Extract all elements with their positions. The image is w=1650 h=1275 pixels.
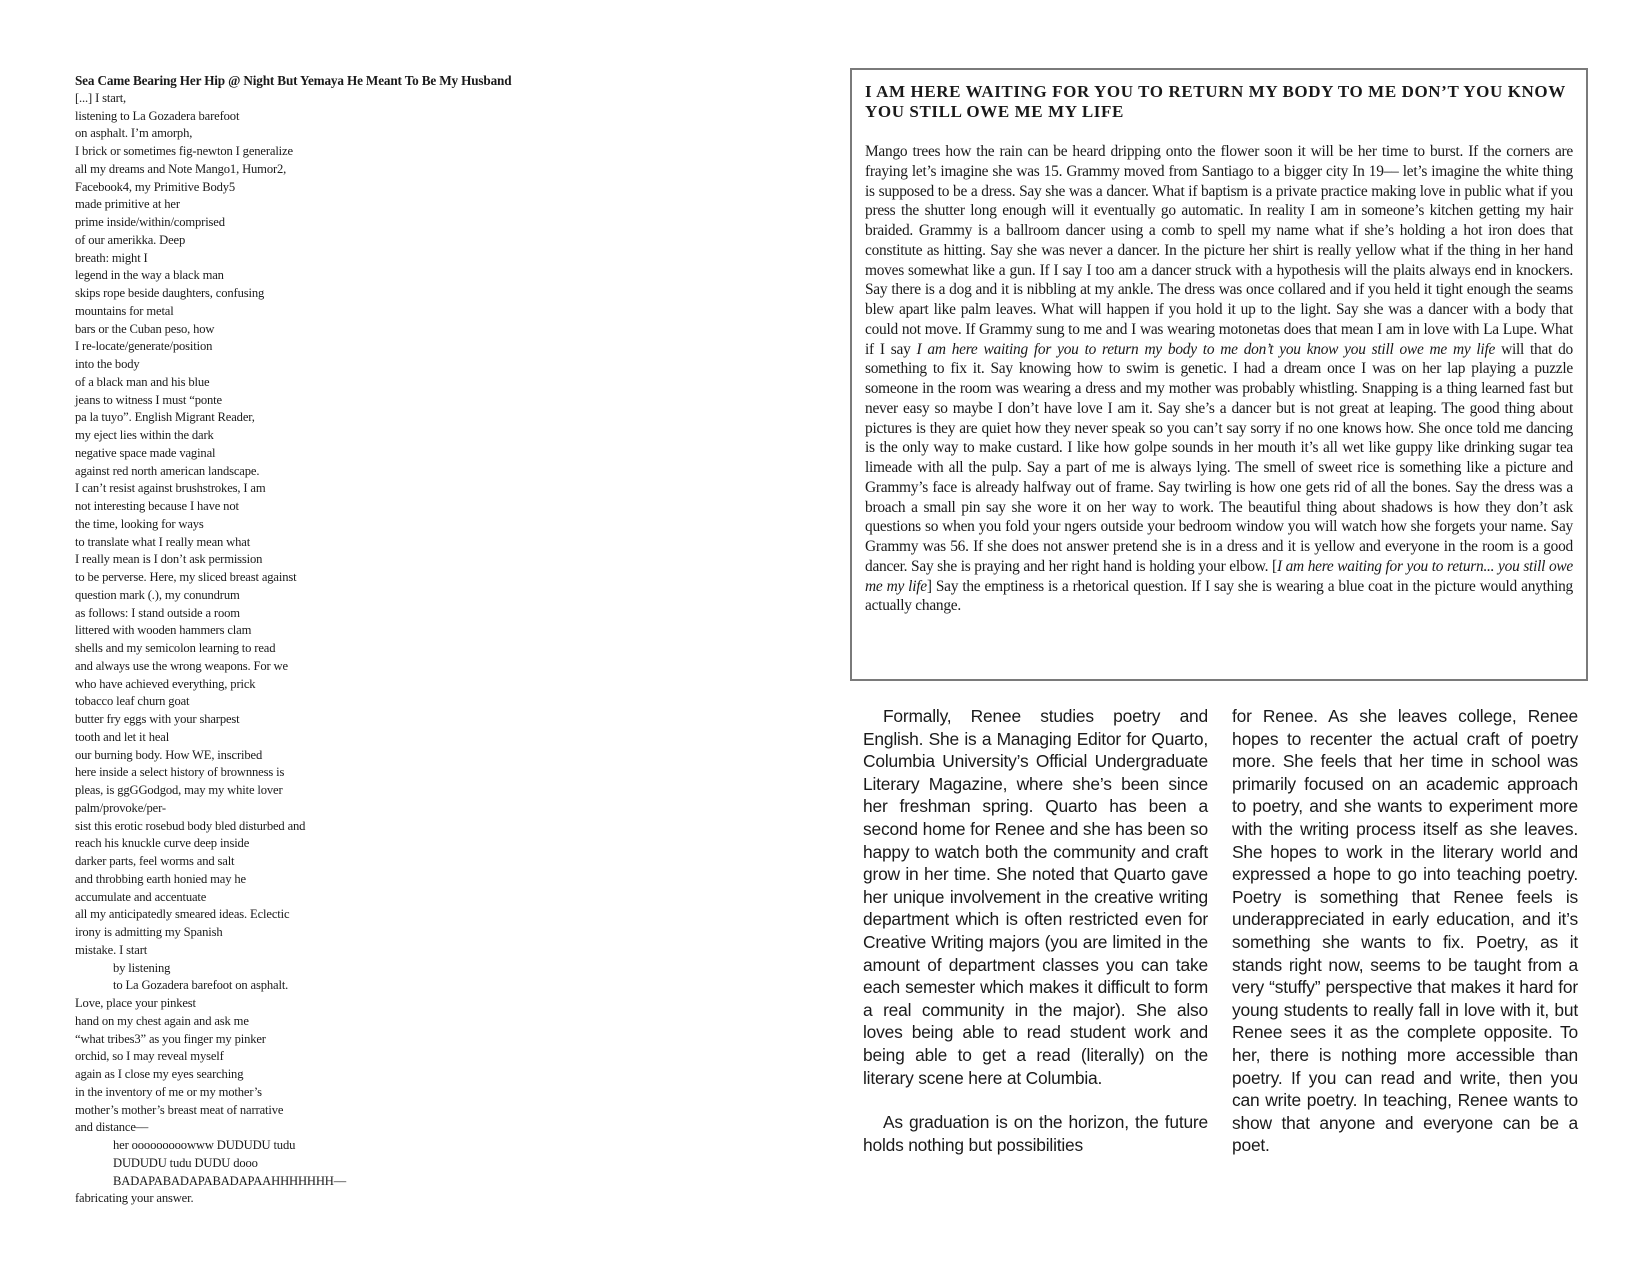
- prose-text: will that do something to fix it. Say knowing how to swim is genetic. I had a dream once I was on her lap playing a puzzle someone in the room was wearing a dress and my mother was probably whistling. Snapping is a thing learned fast but never easy so maybe I don’t have love I am it. Say she’s a dancer but is not great at leaping. The good thing about pictures is they are quiet how they never speak so you can’t say sorry if no one knows how. She once told me dancing is the only way to make custard. I like how golpe sounds in her mouth it’s all wet like guppy like drinking sugar tea limeade with all the pulp. Say a part of me is always lying. The smell of sweet rice is something like a picture and Grammy’s face is already halfway out of frame. Say twirling is how one gets rid of all the bones. Say the dress was a broach a small pin say she wore it on her way to work. The beautiful thing about shadows is how they don’t ask questions so when you fold your ngers outside your bedroom window you will watch how she forgets your name. Say Grammy was 56. If she does not answer pretend she is in a dress and it is yellow and everyone in the room is a good dancer. Say she is praying and her right hand is holding your elbow. [: [865, 340, 1573, 575]
- prose-poem-box: [850, 68, 1588, 681]
- poem-line: not interesting because I have not: [75, 499, 239, 513]
- bio-paragraph-continued: for Renee. As she leaves college, Renee hopes to recenter the actual craft of poetry more. She feels that her time in school was primarily focused on an academic approach to poetry, and she wants to experiment more with the writing process itself as she leaves. She hopes to work in the literary world and expressed a hope to go into teaching poetry. Poetry is something that Renee feels is underappreciated in early education, and it’s something she wants to fix. Poetry, as it stands right now, seems to be taught from a very “stuffy” perspective that makes it hard for young students to really fall in love with it, but Renee sees it as the complete opposite. To her, there is nothing more accessible than poetry. If you can read and write, then you can write poetry. In teaching, Renee wants to show that anyone and everyone can be a poet.: [1232, 706, 1578, 1156]
- poem-line: the time, looking for ways: [75, 516, 204, 531]
- poem-line: I brick or sometimes fig-newton I generalize: [75, 144, 293, 158]
- poem-line: again as I close my eyes searching: [75, 1067, 244, 1081]
- poem-line: and always use the wrong weapons. For we: [75, 658, 288, 673]
- poem-line: made primitive at her: [75, 197, 180, 212]
- poem-line: BADAPABADAPABADAPAAHHHHHHH––: [113, 1173, 347, 1188]
- poem-line: pleas, is ggGGodgod, may my white lover: [75, 783, 283, 797]
- poem-line: bars or the Cuban peso, how: [75, 321, 215, 336]
- prose-poem-title: I AM HERE WAITING FOR YOU TO RETURN MY BODY TO ME DON’T YOU KNOW YOU STILL OWE ME MY LIFE: [865, 82, 1566, 121]
- bio-paragraph: Formally, Renee studies poetry and English. She is a Managing Editor for Quarto, Columbia University’s Official Undergraduate Literary Magazine, where she’s been since her freshman spring. Quarto has been a second home for Renee and she has been so happy to watch both the community and craft grow in her time. She noted that Quarto gave her unique involvement in the creative writing department which is often restricted even for Creative Writing majors (you are limited in the amount of department classes you can take each semester which makes it difficult to form a real community in the major). She also loves being able to read student work and being able to get a read (literally) on the literary scene here at Columbia.: [863, 706, 1208, 1088]
- poem-line: of our amerikka. Deep: [75, 232, 186, 247]
- poem-line: negative space made vaginal: [75, 445, 216, 460]
- poem-line: skips rope beside daughters, confusing: [75, 286, 265, 300]
- poem-line: as follows: I stand outside a room: [75, 605, 240, 620]
- poem-line: and distance––: [75, 1120, 149, 1135]
- prose-poem-body: [865, 142, 1573, 616]
- poem-line: prime inside/within/comprised: [75, 215, 225, 229]
- poem-line: listening to La Gozadera barefoot: [75, 108, 240, 123]
- poem-line: I can’t resist against brushstrokes, I am: [75, 481, 266, 496]
- poem-line: our burning body. How WE, inscribed: [75, 747, 263, 762]
- poem-line: by listening: [113, 960, 171, 975]
- poem-line: to La Gozadera barefoot on asphalt.: [113, 978, 289, 993]
- poem-line: hand on my chest again and ask me: [75, 1013, 249, 1028]
- bio-column-1: [863, 705, 1208, 1156]
- poem-line: all my dreams and Note Mango1, Humor2,: [75, 161, 287, 176]
- poem-line: darker parts, feel worms and salt: [75, 854, 235, 868]
- poem-line: on asphalt. I’m amorph,: [75, 126, 193, 141]
- poem-line: “what tribes3” as you finger my pinker: [75, 1031, 266, 1046]
- poem-line: I really mean is I don’t ask permission: [75, 552, 263, 567]
- poem-line: tobacco leaf churn goat: [75, 694, 190, 709]
- poem-line: littered with wooden hammers clam: [75, 623, 252, 638]
- poem-line: to be perverse. Here, my sliced breast against: [75, 570, 297, 584]
- poem-line: in the inventory of me or my mother’s: [75, 1084, 262, 1099]
- poem-line: into the body: [75, 357, 140, 371]
- poem-title: Sea Came Bearing Her Hip @ Night But Yemaya He Meant To Be My Husband: [75, 73, 512, 88]
- poem-line: who have achieved everything, prick: [75, 676, 256, 691]
- poem-line: mother’s mother’s breast meat of narrative: [75, 1102, 284, 1117]
- poem-line: reach his knuckle curve deep inside: [75, 836, 250, 851]
- poem-line: irony is admitting my Spanish: [75, 925, 223, 939]
- italic-quote: I am here waiting for you to return my body to me don’t you know you still owe me my life: [916, 340, 1496, 358]
- poem-page: [75, 72, 595, 1208]
- poem-line: to translate what I really mean what: [75, 534, 251, 549]
- prose-text: ] Say the emptiness is a rhetorical question. If I say she is wearing a blue coat in the picture would anything actually change.: [865, 577, 1573, 615]
- bio-column-2: [1232, 705, 1578, 1157]
- poem-line: palm/provoke/per-: [75, 800, 166, 815]
- poem-line: my eject lies within the dark: [75, 428, 214, 442]
- poem-line: her ooooooooowww DUDUDU tudu: [113, 1138, 296, 1152]
- poem-line: butter fry eggs with your sharpest: [75, 712, 240, 726]
- poem-line: legend in the way a black man: [75, 268, 224, 283]
- poem-line: question mark (.), my conundrum: [75, 587, 240, 602]
- poem-line: accumulate and accentuate: [75, 889, 207, 904]
- poem-line: Love, place your pinkest: [75, 996, 196, 1010]
- poem-body: [75, 90, 595, 1208]
- poem-line: pa la tuyo”. English Migrant Reader,: [75, 410, 255, 425]
- poem-line: tooth and let it heal: [75, 729, 170, 744]
- poem-line: mountains for metal: [75, 303, 174, 318]
- poem-line: DUDUDU tudu DUDU dooo: [113, 1155, 258, 1170]
- poem-line: jeans to witness I must “ponte: [75, 392, 222, 407]
- prose-text: Mango trees how the rain can be heard dripping onto the flower soon it will be her time to burst. If the corners are fraying let’s imagine she was 15. Grammy moved from Santiago to a bigger city In 19–– let’s imagine the white thing is supposed to be a dress. Say she was a dancer. What if baptism is a private practice making love in public what if you press the shutter long enough will it eventually go automatic. In reality I am in someone’s kitchen getting my hair braided. Grammy is a ballroom dancer using a comb to spell my name what if she’s holding a hot iron does that constitute as hitting. Say she was never a dancer. In the picture her shirt is really yellow what if the thing in her hand moves somewhat like a gun. If I say I too am a dancer struck with a hypothesis will the plaits always end in knockers. Say there is a dog and it is nibbling at my ankle. The dress was once collared and if you held it tight enough the seams blew apart like palm leaves. What will happen if you hold it up to the light. Say she was a dancer with a body that could not move. If Grammy sung to me and I was wearing motonetas does that mean I am in love with La Lupe. What if I say: [865, 143, 1573, 358]
- poem-line: sist this erotic rosebud body bled disturbed and: [75, 818, 306, 833]
- poem-line: of a black man and his blue: [75, 374, 210, 389]
- poem-line: orchid, so I may reveal myself: [75, 1049, 224, 1064]
- poem-line: here inside a select history of brownness is: [75, 765, 285, 780]
- poem-line: [...] I start,: [75, 90, 127, 105]
- poem-line: I re-locate/generate/position: [75, 339, 213, 354]
- poem-line: fabricating your answer.: [75, 1191, 194, 1206]
- poem-line: shells and my semicolon learning to read: [75, 641, 276, 655]
- italic-quote: I am here waiting for you to return... you still owe me my life: [865, 557, 1573, 595]
- poem-line: all my anticipatedly smeared ideas. Eclectic: [75, 907, 290, 922]
- poem-line: mistake. I start: [75, 942, 148, 957]
- poem-line: against red north american landscape.: [75, 463, 260, 478]
- poem-line: Facebook4, my Primitive Body5: [75, 179, 236, 194]
- poem-line: breath: might I: [75, 250, 148, 265]
- poem-line: and throbbing earth honied may he: [75, 871, 246, 886]
- bio-paragraph: As graduation is on the horizon, the future holds nothing but possibilities: [863, 1112, 1208, 1155]
